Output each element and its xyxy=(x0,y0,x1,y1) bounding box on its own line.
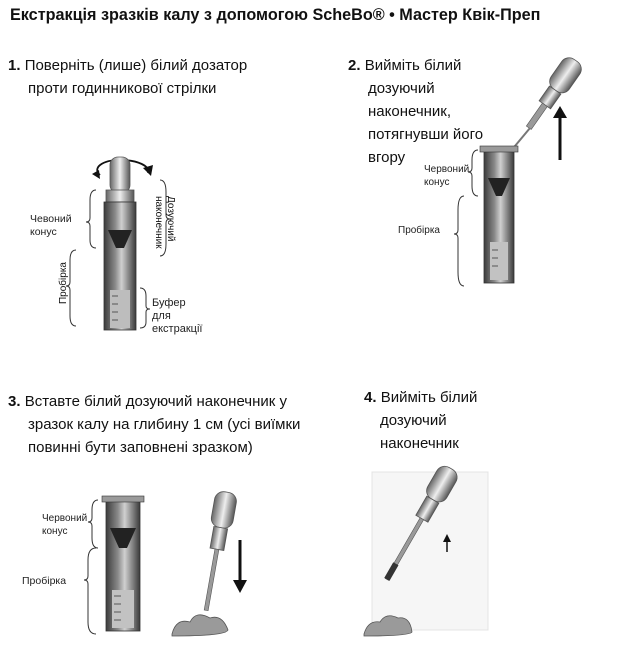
label-red-cone-1: Чевоний конус xyxy=(30,213,72,238)
step-3-line-3: повинні бути заповнені зразком) xyxy=(28,439,253,456)
step-3-number: 3. xyxy=(8,393,21,410)
page-title: Екстракція зразків калу з допомогою ScheBo® • Мастер Квік-Преп xyxy=(10,6,541,24)
step-1-line-2: проти годинникової стрілки xyxy=(28,80,217,97)
step-2-line-5: вгору xyxy=(368,149,406,166)
step-4-number: 4. xyxy=(364,389,377,406)
label-tube-3: Пробірка xyxy=(22,575,67,587)
step-4-illustration xyxy=(364,463,488,636)
label-buffer: Буфер для екстракції xyxy=(152,297,203,335)
step-2-line-1: Вийміть білий xyxy=(364,57,462,74)
step-3-illustration xyxy=(84,490,247,636)
step-4-line-2: дозуючий xyxy=(380,412,447,429)
step-1-tube-illustration xyxy=(66,157,170,330)
step-2-line-2: дозуючий xyxy=(368,80,435,97)
stool-sample-icon-2 xyxy=(364,616,412,636)
label-red-cone-2: Червоний конус xyxy=(424,164,470,188)
step-2-line-3: наконечник, xyxy=(368,103,452,120)
label-dosing-tip: Дозуючий наконечник xyxy=(153,196,176,249)
stool-sample-icon xyxy=(172,615,228,636)
label-red-cone-3: Червоний конус xyxy=(42,513,88,537)
step-3-line-1: Вставте білий дозуючий наконечник у xyxy=(24,393,288,410)
label-tube-1: Пробірка xyxy=(58,262,69,304)
step-1-number: 1. xyxy=(8,57,21,74)
step-3-line-2: зразок калу на глибину 1 см (усі виїмки xyxy=(28,416,301,433)
step-1-line-1: Поверніть (лише) білий дозатор xyxy=(24,57,248,74)
step-2-illustration xyxy=(454,54,585,286)
label-tube-2: Пробірка xyxy=(398,225,440,236)
step-4-line-1: Вийміть білий xyxy=(380,389,478,406)
step-2-line-4: потягнувши його xyxy=(368,126,484,143)
step-4-line-3: наконечник xyxy=(380,435,459,452)
step-2-number: 2. xyxy=(348,57,361,74)
